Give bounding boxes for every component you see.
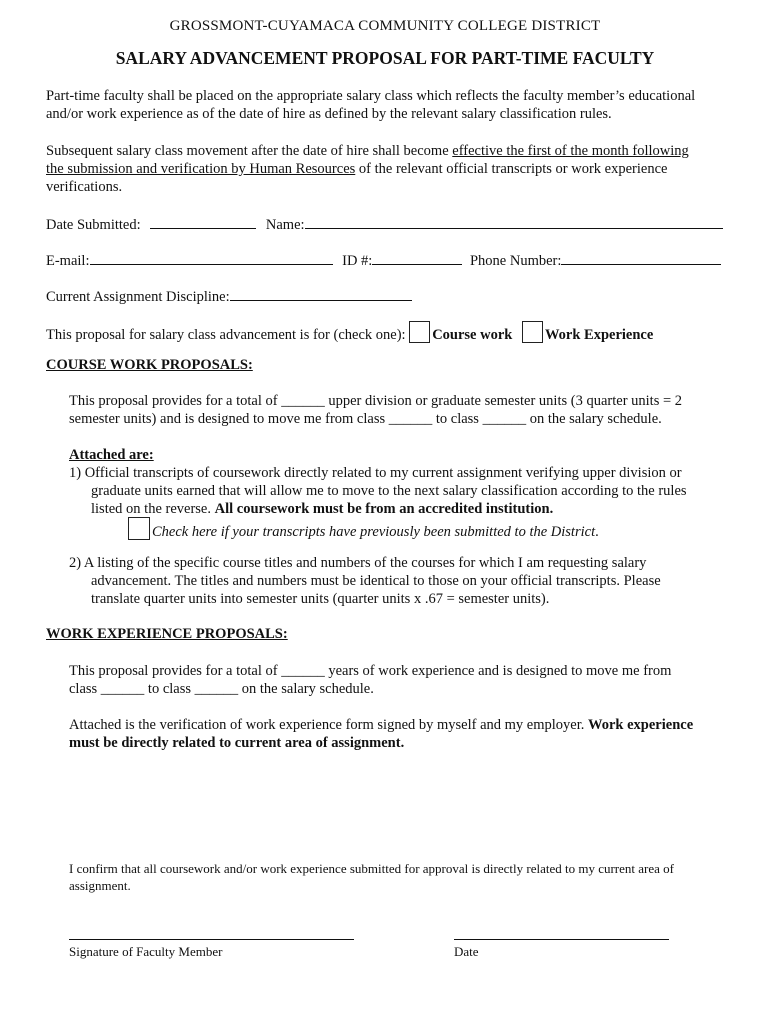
course-work-heading: COURSE WORK PROPOSALS: [46,357,253,373]
course-work-checkbox[interactable] [409,321,430,343]
work-years-line-1: This proposal provides for a total of ______ years of work experience and is designed to move me from [69,663,672,679]
id-field[interactable] [372,250,462,265]
item-1-line-3 [91,500,553,518]
discipline-row [46,286,412,306]
item-1-text: listed on the reverse. [91,501,215,517]
work-experience-heading: WORK EXPERIENCE PROPOSALS: [46,626,288,642]
accredited-notice: All coursework must be from an accredited institution. [214,501,554,517]
name-label: Name: [265,217,305,233]
id-label: ID #: [342,253,373,269]
phone-field[interactable] [561,250,721,265]
date-submitted-label: Date Submitted: [46,217,141,233]
course-units-line-2: semester units) and is designed to move me from class ______ to class ______ on the salary schedule. [69,411,662,427]
signature-date-line[interactable] [454,939,669,940]
signature-date-label: Date [454,944,479,959]
work-experience-notice: Work experience [588,717,694,733]
movement-line-2 [46,160,667,178]
date-name-row [46,214,723,234]
intro-line-1: Part-time faculty shall be placed on the appropriate salary class which reflects the faculty member’s educational [46,88,696,104]
verification-line-1 [69,716,693,734]
name-field[interactable] [305,214,723,229]
item-1-line-1: 1) Official transcripts of coursework directly related to my current assignment verifying upper division or [69,465,682,481]
email-field[interactable] [90,250,333,265]
transcripts-period: . [595,524,599,540]
confirm-line-2: assignment. [69,878,131,893]
transcripts-submitted-label: Check here if your transcripts have previously been submitted to the District [152,524,596,540]
district-name: GROSSMONT-CUYAMACA COMMUNITY COLLEGE DISTRICT [169,18,601,34]
email-label: E-mail: [46,253,90,269]
check-one-label: This proposal for salary class advancement is for (check one): [46,327,406,343]
course-units-line-1: This proposal provides for a total of ______ upper division or graduate semester units (3 quarter units = 2 [69,393,683,409]
effective-date-underlined: effective the first of the month following [452,143,689,159]
transcripts-submitted-checkbox[interactable] [128,517,150,540]
discipline-field[interactable] [230,286,412,301]
item-2-line-1: 2) A listing of the specific course titles and numbers of the courses for which I am requesting salary [69,555,647,571]
movement-line-3: verifications. [46,179,123,195]
work-experience-checkbox[interactable] [522,321,543,343]
work-experience-option-label: Work Experience [544,327,654,343]
movement-text-2: of the relevant official transcripts or work experience [355,161,668,177]
faculty-signature-line[interactable] [69,939,354,940]
work-years-line-2: class ______ to class ______ on the salary schedule. [69,681,374,697]
item-2-line-2: advancement. The titles and numbers must be identical to those on your official transcripts. Please [91,573,661,589]
check-one-row [46,321,653,344]
verification-line-2: must be directly related to current area of assignment. [69,735,405,751]
confirm-line-1: I confirm that all coursework and/or work experience submitted for approval is directly related to my current area of [69,861,674,876]
item-1-line-2: graduate units earned that will allow me to move to the next salary classification according to the rules [91,483,687,499]
contact-row [46,250,721,270]
faculty-signature-label: Signature of Faculty Member [69,944,223,959]
course-work-option-label: Course work [432,327,513,343]
item-2-line-3: translate quarter units into semester units (quarter units x .67 = semester units). [91,591,550,607]
movement-text: Subsequent salary class movement after the date of hire shall become [46,143,453,159]
intro-line-2: and/or work experience as of the date of hire as defined by the relevant salary classification rules. [46,106,612,122]
phone-label: Phone Number: [469,253,562,269]
transcripts-submitted-row [128,517,599,541]
discipline-label: Current Assignment Discipline: [46,289,230,305]
date-submitted-field[interactable] [150,214,256,229]
attached-are-heading: Attached are: [69,447,154,463]
verification-underlined: the submission and verification by Human Resources [46,161,356,177]
form-title: SALARY ADVANCEMENT PROPOSAL FOR PART-TIME FACULTY [115,48,655,68]
movement-line-1 [46,142,689,160]
verification-text: Attached is the verification of work experience form signed by myself and my employer. [69,717,589,733]
